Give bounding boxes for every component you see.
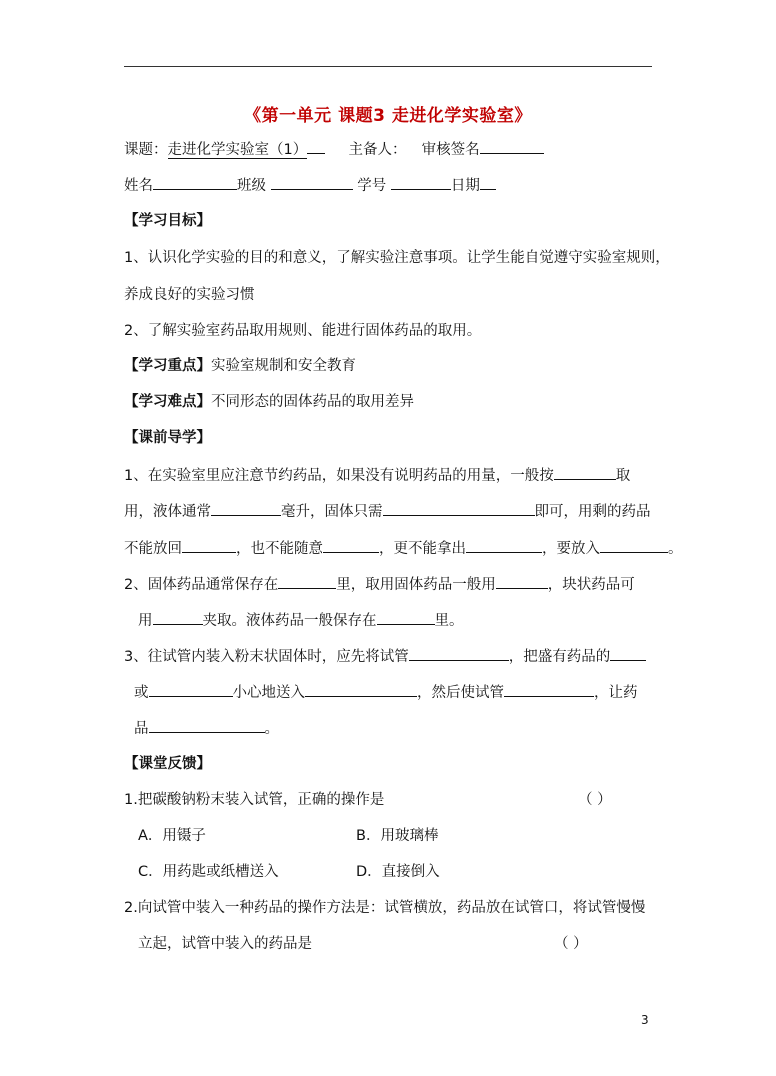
preview-q1-blank-4[interactable] [182,538,236,553]
preview-q3-text-a1: 3、往试管内装入粉末状固体时，应先将试管 [124,649,409,665]
preview-heading: 【课前导学】 [124,430,211,446]
preview-q1-text-c2: ，也不能随意 [236,541,323,557]
objective-1-line-a: 1、认识化学实验的目的和意义，了解实验注意事项。让学生能自觉遵守实验室规则， [124,250,670,266]
feedback-q1-line [124,790,384,810]
key-point-text: 实验室规制和安全教育 [211,358,356,374]
preview-q1-line-a [124,465,630,486]
preview-q3-text-b2: 小心地送入 [232,685,305,701]
preview-q3-text-b3: ，然后使试管 [417,685,504,701]
name-label: 姓名 [124,178,153,194]
preview-q3-blank-6[interactable] [149,718,265,733]
feedback-q1-option-b[interactable]: B．用玻璃棒 [356,828,439,844]
header-topic-line [124,139,544,160]
preview-q3-line-c [134,718,279,739]
preview-q1-text-c1: 不能放回 [124,541,182,557]
preview-q1-text-a2: 取 [615,468,631,484]
preview-q3-text-a2: ，把盛有药品的 [508,649,611,665]
preview-q1-text-c3: ，更不能拿出 [379,541,466,557]
preview-q2-line-b [138,610,464,631]
preview-q1-blank-1[interactable] [554,465,616,480]
feedback-q1-answer-bracket[interactable]: （ ） [578,792,612,808]
preview-q1-text-c5: 。 [668,541,683,557]
preview-q1-blank-5[interactable] [323,538,379,553]
page-title: 《第一单元 课题3 走进化学实验室》 [244,106,532,126]
preview-q3-blank-5[interactable] [504,682,594,697]
preview-q1-blank-3[interactable] [383,501,535,516]
preview-q1-blank-2[interactable] [211,501,281,516]
name-blank[interactable] [153,175,237,190]
preview-q3-blank-2[interactable] [610,646,646,661]
preview-q1-text-b3: 即可，用剩的药品 [534,504,651,520]
preparer-label: 主备人： [348,142,407,158]
preview-q1-blank-7[interactable] [600,538,668,553]
key-point-label: 【学习重点】 [124,358,211,374]
difficulty-line [124,392,414,412]
preview-q1-text-a1: 1、在实验室里应注意节约药品，如果没有说明药品的用量，一般按 [124,468,554,484]
preview-q1-blank-6[interactable] [466,538,542,553]
preview-q2-text-a3: ，块状药品可 [547,577,635,593]
student-no-blank[interactable] [391,175,451,190]
preview-q2-blank-2[interactable] [496,574,548,589]
class-label: 班级 [237,178,266,194]
preview-q3-text-b4: ，让药 [594,685,638,701]
feedback-q1-text: 1.把碳酸钠粉末装入试管，正确的操作是 [124,792,385,808]
preview-q2-text-b2: 夹取。液体药品一般保存在 [202,613,377,629]
feedback-q2-answer-bracket[interactable]: （ ） [554,936,588,952]
page-number: 3 [641,1013,649,1027]
feedback-q1-option-c[interactable]: C．用药匙或纸槽送入 [138,864,279,880]
reviewer-label: 审核签名 [421,142,480,158]
preview-q3-blank-4[interactable] [305,682,417,697]
preview-q2-blank-4[interactable] [377,610,435,625]
preview-q2-text-a2: 里，取用固体药品一般用 [336,577,496,593]
preview-q1-line-b [124,501,651,522]
student-info-line [124,175,496,196]
objective-1-line-b: 养成良好的实验习惯 [124,287,255,303]
preview-q2-blank-1[interactable] [278,574,336,589]
feedback-heading: 【课堂反馈】 [124,756,211,772]
preview-q1-text-b2: 毫升，固体只需 [281,504,383,520]
preview-q3-line-b [134,682,638,703]
preview-q1-text-b1: 用，液体通常 [124,504,211,520]
preview-q2-text-b1: 用 [138,613,153,629]
preview-q2-line-a [124,574,635,595]
objective-2: 2、了解实验室药品取用规则、能进行固体药品的取用。 [124,323,482,339]
date-label: 日期 [450,178,480,194]
topic-label: 课题： [124,142,168,158]
class-blank[interactable] [271,175,353,190]
difficulty-text: 不同形态的固体药品的取用差异 [211,394,414,410]
reviewer-blank[interactable] [480,139,544,154]
topic-blank[interactable] [307,139,325,154]
preview-q2-blank-3[interactable] [153,610,203,625]
student-no-label: 学号 [357,178,387,194]
objectives-heading: 【学习目标】 [124,213,211,229]
preview-q3-line-a [124,646,646,667]
preview-q2-text-b3: 里。 [434,613,464,629]
feedback-q2-line-a: 2.向试管中装入一种药品的操作方法是：试管横放，药品放在试管口，将试管慢慢 [124,900,646,916]
preview-q2-text-a1: 2、固体药品通常保存在 [124,577,279,593]
preview-q3-text-c1: 品 [134,721,149,737]
header-rule [124,66,652,67]
topic-value: 走进化学实验室（1） [167,142,308,158]
date-blank[interactable] [480,175,496,190]
feedback-q1-option-d[interactable]: D．直接倒入 [356,864,440,880]
difficulty-label: 【学习难点】 [124,394,211,410]
preview-q3-blank-1[interactable] [409,646,509,661]
feedback-q1-option-a[interactable]: A．用镊子 [138,828,206,844]
preview-q3-text-b1: 或 [134,685,149,701]
preview-q1-text-c4: ，要放入 [542,541,600,557]
preview-q1-line-c [124,538,683,559]
feedback-q2-line-b: 立起，试管中装入的药品是 [138,936,312,952]
preview-q3-text-c2: 。 [264,721,279,737]
key-point-line [124,356,356,376]
preview-q3-blank-3[interactable] [149,682,233,697]
